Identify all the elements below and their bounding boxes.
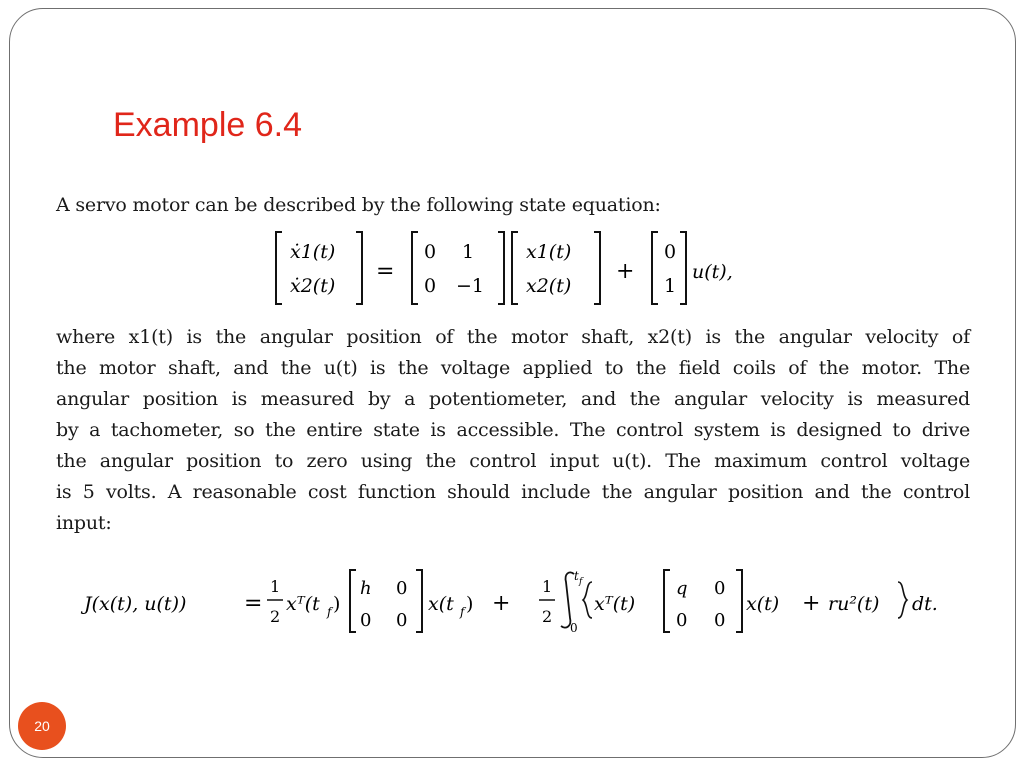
h-matrix-22: 0 — [396, 610, 408, 631]
body-line: by a tachometer, so the entire state is accessible. The control system is designed to drive — [56, 419, 970, 441]
cost-lhs: J(x(t), u(t)) — [84, 593, 187, 615]
lhs-x2dot: ẋ2(t) — [290, 275, 336, 297]
x-tf-close: ) — [466, 593, 474, 615]
page-number-badge: 20 — [18, 702, 66, 750]
x-t: x(t) — [746, 593, 780, 615]
integral-upper-sub: f — [579, 577, 583, 587]
dt: dt. — [912, 593, 938, 615]
body-line: input: — [56, 512, 112, 534]
h-matrix-11: h — [360, 578, 372, 599]
a-matrix-12: 1 — [462, 241, 475, 263]
q-matrix-11: q — [676, 578, 688, 599]
x-vector-2: x2(t) — [526, 275, 572, 297]
q-matrix-22: 0 — [714, 610, 726, 631]
q-matrix-12: 0 — [714, 578, 726, 599]
body-line: where x1(t) is the angular position of the motor shaft, x2(t) is the angular velocity of — [56, 326, 970, 348]
integral-lower: 0 — [570, 621, 578, 635]
q-matrix-21: 0 — [676, 610, 688, 631]
body-paragraph — [56, 322, 970, 539]
xT-tf-close: ) — [333, 593, 341, 615]
intro-text: A servo motor can be described by the following state equation: — [56, 194, 661, 216]
cost-plus-2: + — [802, 591, 821, 616]
plus-sign: + — [616, 259, 635, 284]
half-denominator: 2 — [270, 607, 281, 626]
b-vector-2: 1 — [664, 275, 677, 297]
a-matrix-21: 0 — [424, 275, 437, 297]
h-matrix-21: 0 — [360, 610, 372, 631]
body-line: angular position is measured by a potentiometer, and the angular velocity is measured — [56, 388, 970, 410]
cost-plus-1: + — [492, 591, 511, 616]
x-tf: x(t — [428, 593, 454, 615]
body-line: is 5 volts. A reasonable cost function should include the angular position and the control — [56, 481, 970, 503]
half-numerator: 1 — [270, 577, 281, 596]
body-line: the angular position to zero using the control input u(t). The maximum control voltage — [56, 450, 970, 472]
half-denominator-2: 2 — [542, 607, 553, 626]
x-tf-subscript: f — [460, 605, 465, 619]
slide-title: Example 6.4 — [113, 106, 302, 144]
x-vector-1: x1(t) — [526, 241, 572, 263]
cost-equation — [80, 566, 960, 636]
body-line: the motor shaft, and the u(t) is the voltage applied to the field coils of the motor. The — [56, 357, 970, 379]
h-matrix-12: 0 — [396, 578, 408, 599]
a-matrix-22: −1 — [456, 275, 485, 297]
equals-sign: = — [376, 259, 395, 284]
xT-tf: xᵀ(t — [286, 593, 320, 615]
tf-subscript: f — [327, 605, 332, 619]
input-term: u(t), — [692, 261, 733, 283]
a-matrix-11: 0 — [424, 241, 437, 263]
b-vector-1: 0 — [664, 241, 677, 263]
half-numerator-2: 1 — [542, 577, 553, 596]
xT-t: xᵀ(t) — [594, 593, 636, 615]
cost-equals: = — [244, 591, 263, 616]
state-equation — [272, 226, 772, 308]
integral-upper: t — [574, 569, 579, 583]
r-u-squared: ru²(t) — [828, 593, 880, 615]
lhs-x1dot: ẋ1(t) — [290, 241, 336, 263]
